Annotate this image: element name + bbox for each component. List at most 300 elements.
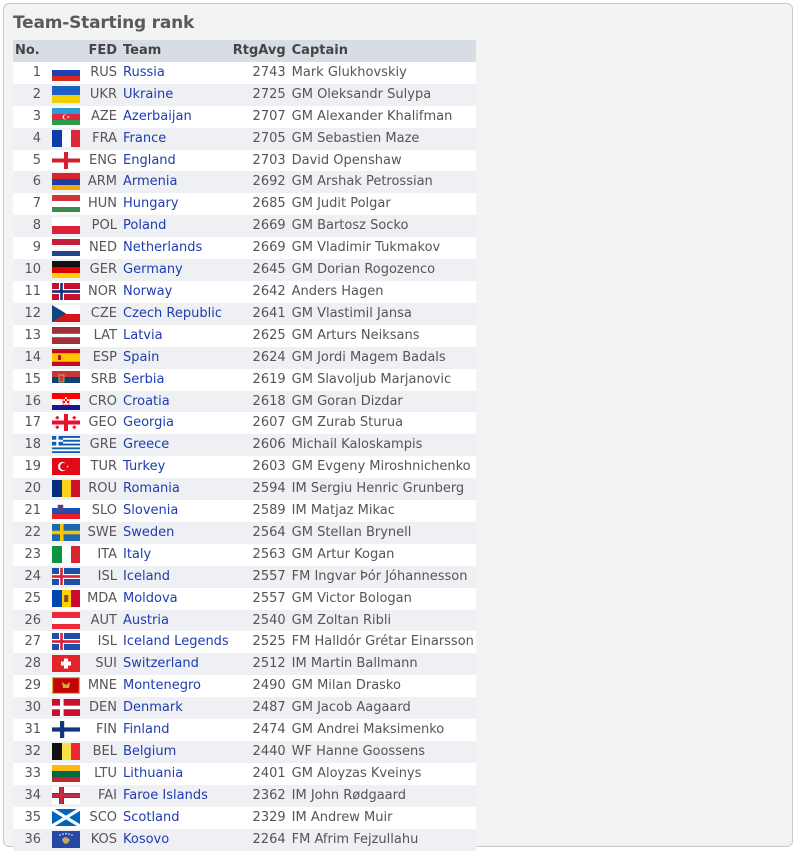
col-header-flag — [47, 40, 85, 62]
table-row — [13, 829, 476, 851]
rating-average: 2707 — [231, 106, 290, 128]
spain-flag-icon — [52, 349, 80, 366]
captain-name: GM Jordi Magem Badals — [290, 347, 476, 369]
col-header-rtgavg[interactable]: RtgAvg — [231, 40, 290, 62]
team-cell — [121, 478, 231, 500]
team-cell — [121, 719, 231, 741]
turkey-flag-icon — [52, 458, 80, 475]
team-cell — [121, 610, 231, 632]
russia-flag-icon — [52, 64, 80, 81]
flag-cell — [47, 215, 85, 237]
table-row — [13, 500, 476, 522]
rating-average: 2692 — [231, 171, 290, 193]
flag-cell — [47, 281, 85, 303]
team-cell — [121, 347, 231, 369]
rank-number: 12 — [13, 303, 47, 325]
rating-average: 2685 — [231, 193, 290, 215]
fed-code: BEL — [85, 741, 121, 763]
belgium-flag-icon — [52, 743, 80, 760]
rank-number: 21 — [13, 500, 47, 522]
fed-code: KOS — [85, 829, 121, 851]
col-header-captain[interactable]: Captain — [290, 40, 476, 62]
team-link[interactable]: Norway — [123, 283, 173, 299]
fed-code: SWE — [85, 522, 121, 544]
col-header-no[interactable]: No. — [13, 40, 47, 62]
czech-flag-icon — [52, 305, 80, 322]
team-link[interactable]: Sweden — [123, 524, 175, 540]
flag-cell — [47, 84, 85, 106]
rank-number: 8 — [13, 215, 47, 237]
fed-code: LAT — [85, 325, 121, 347]
table-row — [13, 237, 476, 259]
captain-name: FM Halldór Grétar Einarsson — [290, 631, 476, 653]
rating-average: 2401 — [231, 763, 290, 785]
rating-average: 2641 — [231, 303, 290, 325]
rating-average: 2669 — [231, 237, 290, 259]
rank-number: 7 — [13, 193, 47, 215]
table-row — [13, 128, 476, 150]
team-cell — [121, 697, 231, 719]
captain-name: Anders Hagen — [290, 281, 476, 303]
team-link[interactable]: Austria — [123, 612, 169, 628]
table-header-row — [13, 40, 476, 62]
rating-average: 2625 — [231, 325, 290, 347]
team-link[interactable]: Faroe Islands — [123, 787, 208, 803]
team-link[interactable]: Serbia — [123, 371, 165, 387]
flag-cell — [47, 193, 85, 215]
sweden-flag-icon — [52, 524, 80, 541]
team-link[interactable]: France — [123, 130, 167, 146]
captain-name: GM Vlastimil Jansa — [290, 303, 476, 325]
captain-name: GM Arshak Petrossian — [290, 171, 476, 193]
table-row — [13, 785, 476, 807]
france-flag-icon — [52, 130, 80, 147]
fed-code: SLO — [85, 500, 121, 522]
rating-average: 2525 — [231, 631, 290, 653]
rank-number: 14 — [13, 347, 47, 369]
table-row — [13, 631, 476, 653]
rating-average: 2557 — [231, 566, 290, 588]
col-header-fed[interactable]: FED — [85, 40, 121, 62]
captain-name: IM John Rødgaard — [290, 785, 476, 807]
team-cell — [121, 807, 231, 829]
fed-code: ITA — [85, 544, 121, 566]
captain-name: GM Alexander Khalifman — [290, 106, 476, 128]
fed-code: CZE — [85, 303, 121, 325]
team-cell — [121, 303, 231, 325]
table-row — [13, 347, 476, 369]
captain-name: GM Vladimir Tukmakov — [290, 237, 476, 259]
norway-flag-icon — [52, 283, 80, 300]
table-row — [13, 215, 476, 237]
team-cell — [121, 237, 231, 259]
romania-flag-icon — [52, 480, 80, 497]
team-cell — [121, 281, 231, 303]
captain-name: GM Oleksandr Sulypa — [290, 84, 476, 106]
captain-name: GM Aloyzas Kveinys — [290, 763, 476, 785]
moldova-flag-icon — [52, 590, 80, 607]
team-cell — [121, 588, 231, 610]
table-row — [13, 741, 476, 763]
table-row — [13, 303, 476, 325]
fed-code: RUS — [85, 62, 121, 84]
flag-cell — [47, 150, 85, 172]
team-link[interactable]: England — [123, 152, 176, 168]
flag-cell — [47, 412, 85, 434]
flag-cell — [47, 456, 85, 478]
rank-number: 5 — [13, 150, 47, 172]
flag-cell — [47, 325, 85, 347]
fed-code: ROU — [85, 478, 121, 500]
team-link[interactable]: Latvia — [123, 327, 163, 343]
rank-number: 31 — [13, 719, 47, 741]
rating-average: 2705 — [231, 128, 290, 150]
team-link[interactable]: Romania — [123, 481, 180, 497]
fed-code: HUN — [85, 193, 121, 215]
rating-average: 2703 — [231, 150, 290, 172]
netherlands-flag-icon — [52, 239, 80, 256]
flag-cell — [47, 434, 85, 456]
team-link[interactable]: Moldova — [123, 590, 178, 606]
table-row — [13, 412, 476, 434]
rank-number: 27 — [13, 631, 47, 653]
captain-name: IM Matjaz Mikac — [290, 500, 476, 522]
team-link[interactable]: Ukraine — [123, 86, 174, 102]
fed-code: NED — [85, 237, 121, 259]
team-link[interactable]: Iceland Legends — [123, 634, 229, 650]
team-cell — [121, 631, 231, 653]
rank-number: 13 — [13, 325, 47, 347]
rank-number: 23 — [13, 544, 47, 566]
fed-code: CRO — [85, 391, 121, 413]
team-cell — [121, 259, 231, 281]
rank-number: 35 — [13, 807, 47, 829]
fed-code: ESP — [85, 347, 121, 369]
rank-number: 1 — [13, 62, 47, 84]
rank-number: 36 — [13, 829, 47, 851]
switzerland-flag-icon — [52, 655, 80, 672]
team-link[interactable]: Switzerland — [123, 656, 199, 672]
hungary-flag-icon — [52, 195, 80, 212]
rating-average: 2490 — [231, 675, 290, 697]
rating-average: 2645 — [231, 259, 290, 281]
team-link[interactable]: Spain — [123, 349, 160, 365]
captain-name: David Openshaw — [290, 150, 476, 172]
fed-code: AUT — [85, 610, 121, 632]
captain-name: GM Milan Drasko — [290, 675, 476, 697]
fed-code: NOR — [85, 281, 121, 303]
team-cell — [121, 829, 231, 851]
captain-name: GM Victor Bologan — [290, 588, 476, 610]
rating-average: 2607 — [231, 412, 290, 434]
captain-name: GM Arturs Neiksans — [290, 325, 476, 347]
fed-code: ARM — [85, 171, 121, 193]
team-link[interactable]: Hungary — [123, 196, 179, 212]
team-cell — [121, 150, 231, 172]
rating-average: 2603 — [231, 456, 290, 478]
team-cell — [121, 412, 231, 434]
team-link[interactable]: Belgium — [123, 744, 177, 759]
fed-code: FIN — [85, 719, 121, 741]
rank-number: 4 — [13, 128, 47, 150]
team-cell — [121, 785, 231, 807]
team-cell — [121, 84, 231, 106]
fed-code: TUR — [85, 456, 121, 478]
table-row — [13, 478, 476, 500]
team-link[interactable]: Italy — [123, 546, 152, 562]
col-header-team[interactable]: Team — [121, 40, 231, 62]
austria-flag-icon — [52, 612, 80, 629]
poland-flag-icon — [52, 217, 80, 234]
flag-cell — [47, 763, 85, 785]
flag-cell — [47, 785, 85, 807]
fed-code: GER — [85, 259, 121, 281]
rating-average: 2725 — [231, 84, 290, 106]
captain-name: GM Stellan Brynell — [290, 522, 476, 544]
rating-average: 2589 — [231, 500, 290, 522]
rank-number: 10 — [13, 259, 47, 281]
flag-cell — [47, 171, 85, 193]
fed-code: FAI — [85, 785, 121, 807]
table-row — [13, 391, 476, 413]
rank-number: 22 — [13, 522, 47, 544]
fed-code: AZE — [85, 106, 121, 128]
flag-cell — [47, 347, 85, 369]
team-cell — [121, 391, 231, 413]
team-cell — [121, 128, 231, 150]
georgia-flag-icon — [52, 414, 80, 431]
team-rank-table — [13, 40, 476, 851]
rating-average: 2557 — [231, 588, 290, 610]
team-link[interactable]: Georgia — [123, 415, 174, 431]
team-link[interactable]: Croatia — [123, 393, 170, 409]
captain-name: Michail Kaloskampis — [290, 434, 476, 456]
captain-name: IM Martin Ballmann — [290, 653, 476, 675]
team-cell — [121, 369, 231, 391]
captain-name: GM Zurab Sturua — [290, 412, 476, 434]
captain-name: GM Sebastien Maze — [290, 128, 476, 150]
denmark-flag-icon — [52, 699, 80, 716]
rating-average: 2487 — [231, 697, 290, 719]
flag-cell — [47, 610, 85, 632]
captain-name: IM Andrew Muir — [290, 807, 476, 829]
team-link[interactable]: Armenia — [123, 174, 178, 190]
rank-number: 28 — [13, 653, 47, 675]
flag-cell — [47, 62, 85, 84]
rating-average: 2440 — [231, 741, 290, 763]
rank-number: 33 — [13, 763, 47, 785]
table-row — [13, 259, 476, 281]
team-link[interactable]: Scotland — [123, 809, 180, 825]
latvia-flag-icon — [52, 327, 80, 344]
team-link[interactable]: Greece — [123, 437, 170, 453]
table-row — [13, 588, 476, 610]
slovenia-flag-icon — [52, 502, 80, 519]
rank-number: 34 — [13, 785, 47, 807]
rating-average: 2564 — [231, 522, 290, 544]
team-link[interactable]: Turkey — [123, 459, 166, 475]
fed-code: GEO — [85, 412, 121, 434]
rating-average: 2540 — [231, 610, 290, 632]
flag-cell — [47, 741, 85, 763]
greece-flag-icon — [52, 436, 80, 453]
flag-cell — [47, 259, 85, 281]
team-link[interactable]: Russia — [123, 64, 165, 80]
fed-code: LTU — [85, 763, 121, 785]
flag-cell — [47, 478, 85, 500]
team-cell — [121, 325, 231, 347]
team-link[interactable]: Kosovo — [123, 831, 170, 847]
rank-number: 26 — [13, 610, 47, 632]
fed-code: ISL — [85, 631, 121, 653]
flag-cell — [47, 675, 85, 697]
fed-code: MDA — [85, 588, 121, 610]
table-row — [13, 325, 476, 347]
rating-average: 2743 — [231, 62, 290, 84]
fed-code: POL — [85, 215, 121, 237]
rating-average: 2624 — [231, 347, 290, 369]
fed-code: UKR — [85, 84, 121, 106]
team-link[interactable]: Finland — [123, 722, 170, 738]
table-row — [13, 84, 476, 106]
captain-name: GM Evgeny Miroshnichenko — [290, 456, 476, 478]
flag-cell — [47, 369, 85, 391]
rating-average: 2512 — [231, 653, 290, 675]
flag-cell — [47, 566, 85, 588]
rating-average: 2329 — [231, 807, 290, 829]
rating-average: 2474 — [231, 719, 290, 741]
team-cell — [121, 456, 231, 478]
iceland-flag-icon — [52, 633, 80, 650]
fed-code: SCO — [85, 807, 121, 829]
team-rank-panel — [3, 3, 793, 847]
team-link[interactable]: Lithuania — [123, 765, 184, 781]
table-row — [13, 719, 476, 741]
rank-number: 17 — [13, 412, 47, 434]
table-row — [13, 150, 476, 172]
flag-cell — [47, 631, 85, 653]
flag-cell — [47, 500, 85, 522]
table-row — [13, 281, 476, 303]
fed-code: GRE — [85, 434, 121, 456]
flag-cell — [47, 303, 85, 325]
table-row — [13, 653, 476, 675]
table-row — [13, 62, 476, 84]
rank-number: 30 — [13, 697, 47, 719]
captain-name: Mark Glukhovskiy — [290, 62, 476, 84]
fed-code: ENG — [85, 150, 121, 172]
fed-code: SRB — [85, 369, 121, 391]
rank-number: 2 — [13, 84, 47, 106]
flag-cell — [47, 237, 85, 259]
flag-cell — [47, 653, 85, 675]
rating-average: 2669 — [231, 215, 290, 237]
rating-average: 2362 — [231, 785, 290, 807]
flag-cell — [47, 128, 85, 150]
table-row — [13, 106, 476, 128]
captain-name: FM Afrim Fejzullahu — [290, 829, 476, 851]
team-cell — [121, 763, 231, 785]
team-cell — [121, 566, 231, 588]
rank-number: 16 — [13, 391, 47, 413]
flag-cell — [47, 719, 85, 741]
team-cell — [121, 106, 231, 128]
captain-name: GM Artur Kogan — [290, 544, 476, 566]
rating-average: 2606 — [231, 434, 290, 456]
team-link[interactable]: Slovenia — [123, 503, 179, 519]
table-row — [13, 522, 476, 544]
ukraine-flag-icon — [52, 86, 80, 103]
captain-name: GM Goran Dizdar — [290, 391, 476, 413]
captain-name: GM Slavoljub Marjanovic — [290, 369, 476, 391]
montenegro-flag-icon — [52, 677, 80, 694]
rank-number: 25 — [13, 588, 47, 610]
italy-flag-icon — [52, 546, 80, 563]
table-row — [13, 544, 476, 566]
rating-average: 2619 — [231, 369, 290, 391]
germany-flag-icon — [52, 261, 80, 278]
scotland-flag-icon — [52, 809, 80, 826]
rating-average: 2618 — [231, 391, 290, 413]
finland-flag-icon — [52, 721, 80, 738]
rating-average: 2594 — [231, 478, 290, 500]
table-row — [13, 763, 476, 785]
team-cell — [121, 62, 231, 84]
lithuania-flag-icon — [52, 765, 80, 782]
rank-number: 18 — [13, 434, 47, 456]
table-row — [13, 697, 476, 719]
team-link[interactable]: Poland — [123, 218, 167, 234]
table-row — [13, 369, 476, 391]
captain-name: WF Hanne Goossens — [290, 741, 476, 763]
rank-number: 32 — [13, 741, 47, 763]
table-row — [13, 193, 476, 215]
team-cell — [121, 215, 231, 237]
captain-name: GM Zoltan Ribli — [290, 610, 476, 632]
table-row — [13, 566, 476, 588]
team-link[interactable]: Iceland — [123, 568, 171, 584]
rank-number: 11 — [13, 281, 47, 303]
fed-code: DEN — [85, 697, 121, 719]
team-link[interactable]: Netherlands — [123, 240, 203, 256]
team-link[interactable]: Czech Republic — [123, 305, 222, 321]
captain-name: FM Ingvar Þór Jóhannesson — [290, 566, 476, 588]
team-cell — [121, 653, 231, 675]
team-link[interactable]: Germany — [123, 262, 183, 278]
team-cell — [121, 544, 231, 566]
team-cell — [121, 522, 231, 544]
rank-number: 3 — [13, 106, 47, 128]
team-cell — [121, 193, 231, 215]
rank-number: 19 — [13, 456, 47, 478]
faroe-flag-icon — [52, 787, 80, 804]
team-cell — [121, 434, 231, 456]
rank-number: 29 — [13, 675, 47, 697]
rating-average: 2642 — [231, 281, 290, 303]
fed-code: MNE — [85, 675, 121, 697]
table-row — [13, 807, 476, 829]
team-link[interactable]: Azerbaijan — [123, 108, 192, 124]
flag-cell — [47, 391, 85, 413]
table-row — [13, 675, 476, 697]
team-link[interactable]: Denmark — [123, 700, 183, 716]
captain-name: GM Dorian Rogozenco — [290, 259, 476, 281]
table-row — [13, 610, 476, 632]
team-link[interactable]: Montenegro — [123, 678, 202, 694]
flag-cell — [47, 106, 85, 128]
england-flag-icon — [52, 152, 80, 169]
rank-number: 24 — [13, 566, 47, 588]
